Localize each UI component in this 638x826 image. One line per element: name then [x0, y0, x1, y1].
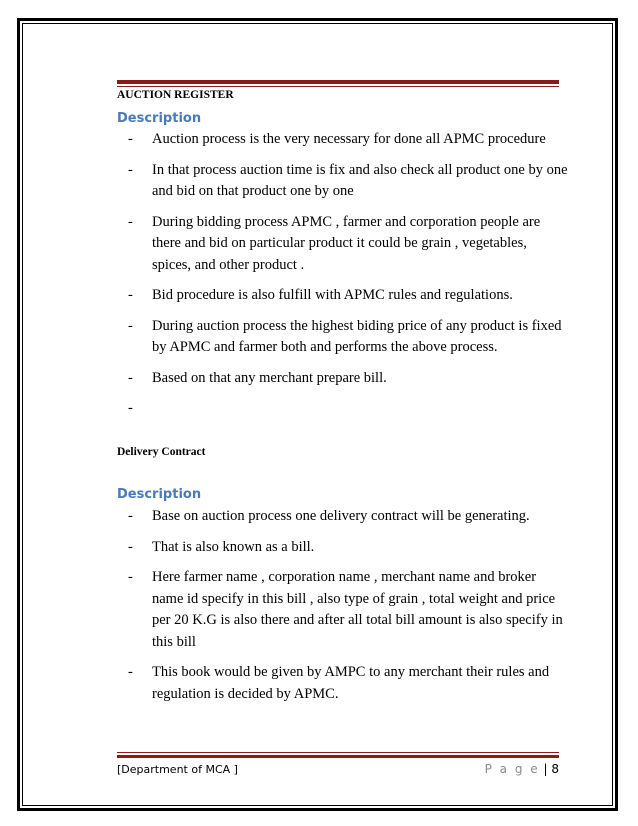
footer-rule-thin: [117, 752, 559, 753]
bullet-text: Bid procedure is also fulfill with APMC rules and regulations.: [152, 287, 513, 303]
page-word: P a g e: [484, 762, 540, 776]
list-item: - That is also known as a bill.: [128, 538, 315, 555]
list-item: - Bid procedure is also fulfill with APMC rules and regulations.: [128, 287, 513, 303]
description-heading-1: Description: [117, 111, 202, 126]
header-rule-thick: [117, 80, 559, 84]
footer-rule-thick: [117, 755, 559, 758]
bullet-text: Base on auction process one delivery contract will be generating.: [152, 508, 530, 524]
bullet-text: Auction process is the very necessary for done all APMC procedure: [152, 131, 546, 147]
delivery-bullet-list: [128, 506, 568, 705]
bullet-text: This book would be given by AMPC to any merchant their rules and regulation is decided by APMC.: [152, 664, 550, 702]
section-title-delivery-contract: Delivery Contract: [117, 446, 206, 458]
section-title-auction-register: AUCTION REGISTER: [117, 89, 234, 101]
bullet-text: In that process auction time is fix and also check all product one by one and bid on that product one by one: [152, 161, 568, 199]
bullet-text: That is also known as a bill.: [152, 538, 315, 555]
list-item: - Based on that any merchant prepare bill.: [128, 369, 387, 386]
header-rule-thin: [117, 86, 559, 87]
auction-bullet-list: - Auction process is the very necessary for done all APMC procedure - In that process auction time is fix and also check all product one by one and bid on that product one by one - During bidding process APMC , farmer and corporation people are there and bid on particular product it could be grain , vegetables, spices, and other product . - Bid procedure is also fulfill with APMC rules and regulations. - During auction process the highest biding price of any product is fixed by APMC and farmer both and performs the above process. - Based on that any merchant prepare bill. -: [128, 131, 568, 416]
page-number: | 8: [543, 762, 559, 776]
list-item: - During auction process the highest biding price of any product is fixed by APMC and farmer both and performs the above process.: [128, 317, 562, 355]
list-item: - Auction process is the very necessary for done all APMC procedure: [128, 131, 546, 147]
list-item: - This book would be given by AMPC to any merchant their rules and regulation is decided by APMC.: [128, 664, 550, 702]
footer-department: [Department of MCA ]: [117, 763, 238, 776]
list-item: - During bidding process APMC , farmer and corporation people are there and bid on particular product it could be grain , vegetables, spices, and other product .: [128, 213, 541, 273]
bullet-text: Based on that any merchant prepare bill.: [152, 369, 387, 386]
list-item: - Base on auction process one delivery contract will be generating.: [128, 508, 530, 524]
description-heading-2: Description: [117, 487, 202, 502]
bullet-text: During bidding process APMC , farmer and corporation people are there and bid on particular product it could be grain , vegetables, spices, and other product .: [152, 213, 541, 273]
list-item: - In that process auction time is fix and also check all product one by one and bid on that product one by one: [128, 161, 568, 199]
footer-page-number: [485, 762, 559, 776]
bullet-text: Here farmer name , corporation name , merchant name and broker name id specify in this bill , also type of grain , total weight and price per 20 K.G is also there and after all total bill amount is also specify in this bill: [152, 569, 563, 650]
bullet-text: During auction process the highest biding price of any product is fixed by APMC and farmer both and performs the above process.: [152, 317, 562, 355]
list-item: - Here farmer name , corporation name , merchant name and broker name id specify in this bill , also type of grain , total weight and price per 20 K.G is also there and after all total bill amount is also specify in this bill: [128, 569, 563, 650]
